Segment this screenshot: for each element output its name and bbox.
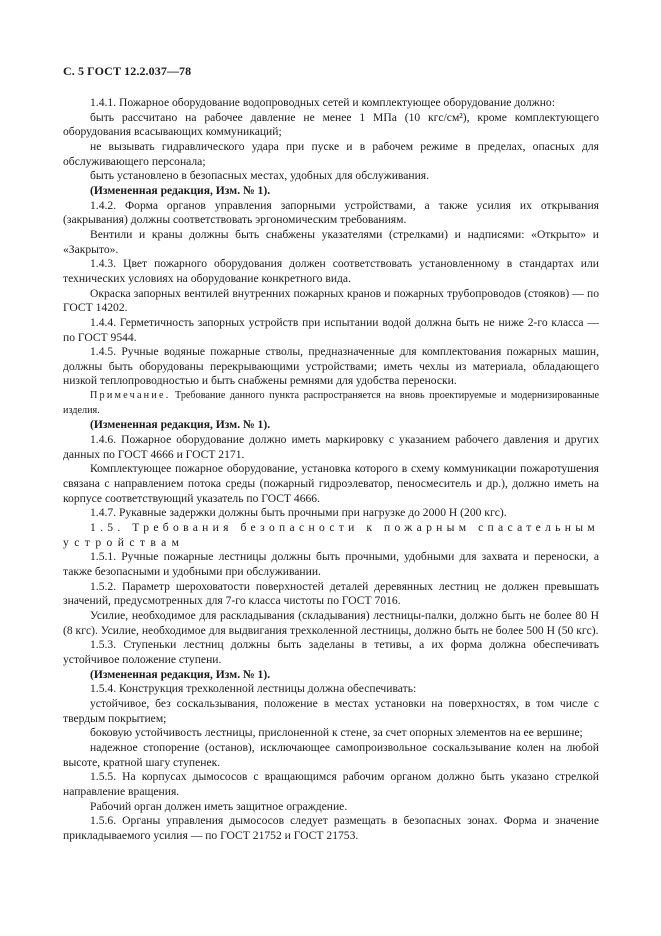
clause-1-4-1: 1.4.1. Пожарное оборудование водопроводных сетей и комплектующее оборудование должно: — [90, 96, 555, 109]
section-heading-1-5 — [63, 521, 599, 550]
clause-1-4-7: 1.4.7. Рукавные задержки должны быть прочными при нагрузке до 2000 Н (200 кгс). — [90, 506, 507, 520]
clause-1-5-1: 1.5.1. Ручные пожарные лестницы должны быть прочными, удобными для захвата и переноски, а также безопасными и удобными при обслуживании. — [63, 550, 599, 578]
paragraph: Рабочий орган должен иметь защитное ограждение. — [90, 799, 348, 813]
list-item: устойчивое, без соскальзывания, положение в местах установки на поверхностях, в том числе с твердым покрытием; — [63, 696, 599, 725]
clause-1-5-5: 1.5.5. На корпусах дымососов с вращающимся рабочим органом должно быть указано стрелкой направление вращения. — [63, 770, 599, 798]
paragraph: Окраска запорных вентилей внутренних пожарных кранов и пожарных трубопроводов (стояков) — по ГОСТ 14202. — [63, 286, 599, 315]
heading-word: спасательным — [478, 521, 599, 535]
heading-word: 1.5. — [90, 521, 125, 535]
note-label: Примечание. — [90, 390, 171, 402]
clause-1-4-3: 1.4.3. Цвет пожарного оборудования должен соответствовать установленному в стандартах или технических условиях на оборудование конкретного вида. — [63, 257, 599, 285]
clause-1-4-2: 1.4.2. Форма органов управления запорными устройствами, а также усилия их открывания (закрывания) должны соответствовать эргономическим требованиям. — [63, 198, 599, 227]
clause-1-4-5: 1.4.5. Ручные водяные пожарные стволы, предназначенные для комплектования пожарных машин, должны быть оборудованы перекрывающими устройствами; иметь чехлы из материала, обладающего низкой теплопроводностью и быть снабжены ремнями для удобства переноски. — [63, 345, 599, 388]
clause-1-5-4: 1.5.4. Конструкция трехколенной лестницы должна обеспечивать: — [90, 682, 417, 696]
section-heading-line-2: устройствам — [63, 535, 185, 549]
clause-1-5-6: 1.5.6. Органы управления дымососов следует размещать в безопасных зонах. Форма и значение прикладываемого усилия — по ГОСТ 21752 и ГОСТ 21753. — [63, 814, 599, 842]
heading-word: к — [366, 521, 377, 535]
heading-word: пожарным — [384, 521, 471, 535]
list-item: быть рассчитано на рабочее давление не менее 1 МПа (10 кгс/см²), кроме комплектующего оборудования всасывающих коммуникаций; — [63, 110, 599, 139]
page-header: С. 5 ГОСТ 12.2.037—78 — [63, 64, 192, 78]
list-item: не вызывать гидравлического удара при пуске и в рабочем режиме в пределах, опасных для обслуживающего персонала; — [63, 139, 599, 168]
revision-note: (Измененная редакция, Изм. № 1). — [90, 183, 271, 197]
clause-1-4-6: 1.4.6. Пожарное оборудование должно иметь маркировку с указанием рабочего давления и других данных по ГОСТ 4666 и ГОСТ 2171. — [63, 433, 599, 461]
clause-1-5-3: 1.5.3. Ступеньки лестниц должны быть заделаны в тетивы, а их форма должна обеспечивать устойчивое положение ступени. — [63, 638, 599, 666]
section-heading-line-1 — [63, 521, 599, 536]
list-item: надежное стопорение (останов), исключающее самопроизвольное соскальзывание колен на любой высоте, кратной шагу ступенек. — [63, 740, 599, 769]
revision-note: (Измененная редакция, Изм. № 1). — [90, 667, 271, 681]
clause-1-4-4: 1.4.4. Герметичность запорных устройств при испытании водой должна быть не ниже 2-го класса — по ГОСТ 9544. — [63, 315, 599, 344]
clause-1-5-2: 1.5.2. Параметр шероховатости поверхностей деталей деревянных лестниц не должен превышать значений, предусмотренных для 7-го класса чистоты по ГОСТ 7016. — [63, 579, 599, 608]
list-item: боковую устойчивость лестницы, прислоненной к стене, за счет опорных элементов на ее вершине; — [90, 726, 583, 740]
note-text: Требование данного пункта распространяется на вновь проектируемые и модернизированные изделия. — [63, 390, 600, 416]
paragraph: Комплектующее пожарное оборудование, установка которого в схему коммуникации пожаротушения связана с направлением потока среды (пожарный гидроэлеватор, пеносмеситель и др.), должно иметь на корпусе соответствующий указатель по ГОСТ 4666. — [63, 462, 599, 505]
document-body — [63, 96, 599, 843]
list-item: быть установлено в безопасных местах, удобных для обслуживания. — [90, 169, 430, 183]
paragraph: Усилие, необходимое для раскладывания (складывания) лестницы-палки, должно быть не более 80 Н (8 кгс). Усилие, необходимое для выдвигания трехколенной лестницы, должно быть не более 500 Н (50 кгс). — [63, 608, 599, 637]
paragraph: Вентили и краны должны быть снабжены указателями (стрелками) и надписями: «Открыто» и «Закрыто». — [63, 227, 599, 256]
revision-note: (Измененная редакция, Изм. № 1). — [90, 418, 271, 432]
note — [63, 389, 599, 418]
heading-word: Требования — [132, 521, 233, 535]
heading-word: безопасности — [240, 521, 359, 535]
